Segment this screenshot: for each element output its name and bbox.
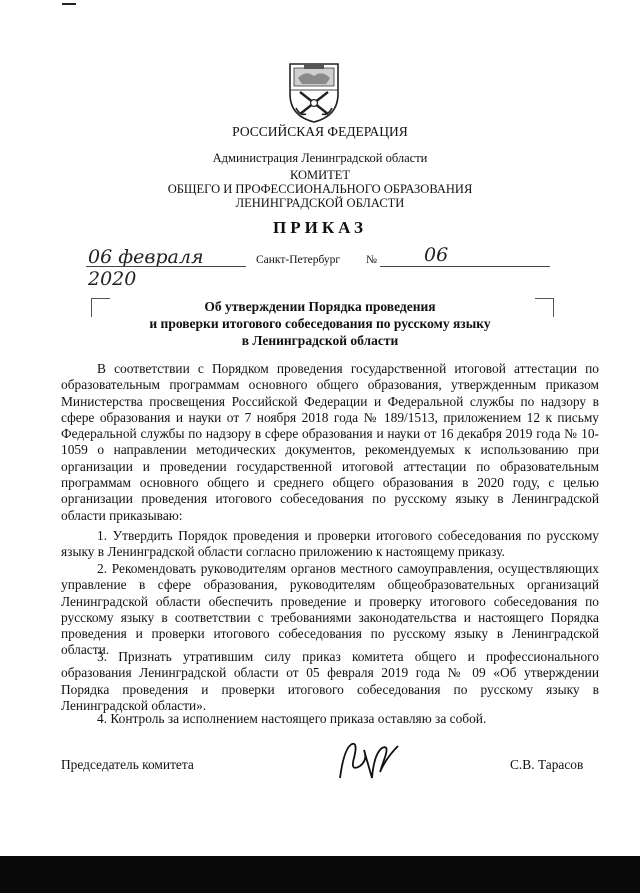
signatory-position: Председатель комитета <box>61 757 194 772</box>
document-number: 06 <box>424 244 449 266</box>
signatory-name: С.В. Тарасов <box>510 757 584 772</box>
coat-of-arms-icon <box>286 58 342 124</box>
scan-border <box>0 856 640 893</box>
order-item-4: 4. Контроль за исполнением настоящего приказа оставляю за собой. <box>97 711 487 726</box>
scan-mark <box>62 3 76 5</box>
subject-line-1: Об утверждении Порядка проведения <box>204 299 436 314</box>
date-underline <box>86 266 246 267</box>
committee-name-line2: ЛЕНИНГРАДСКОЙ ОБЛАСТИ <box>235 196 405 210</box>
preamble-paragraph: В соответствии с Порядком проведения государственной итоговой аттестации по образовательным программам основного общего образования, утвержденным приказом Министерства просвещения Российской Федерации и Федеральной службы по надзору в сфере образования и науки от 7 ноября 2018 года № 189/1513, приложением 12 к письму Федеральной службы по надзору в сфере образования и науки от 16 декабря 2019 года № 10-1059 о направлении методических документов, рекомендуемых к использованию при организации и проведении государственной итоговой аттестации по образовательным программам основного общего и среднего общего образования в 2020 году, с целью организации проведения итогового собеседования по русскому языку в Ленинградской области приказываю: <box>61 361 599 523</box>
administration-name: Администрация Ленинградской области <box>212 151 428 165</box>
committee-name-line1: ОБЩЕГО И ПРОФЕССИОНАЛЬНОГО ОБРАЗОВАНИЯ <box>167 182 473 196</box>
document-type: ПРИКАЗ <box>273 218 367 237</box>
country-name: РОССИЙСКАЯ ФЕДЕРАЦИЯ <box>232 124 408 139</box>
number-underline <box>380 266 550 267</box>
order-item-2: 2. Рекомендовать руководителям органов местного самоуправления, осуществляющих управление в сфере образования, руководителям общеобразовательных организаций Ленинградской области обеспечить проведение и проверку итогового собеседования по русскому языку в соответствии с требованиями законодательства и настоящего Порядка проведения и проверки итогового собеседования по русскому языку в Ленинградской области. <box>61 561 599 658</box>
subject-line-3: в Ленинградской области <box>241 333 399 348</box>
handwritten-signature <box>334 738 404 786</box>
order-item-3: 3. Признать утратившим силу приказ комитета общего и профессионального образования Ленинградской области от 05 февраля 2019 года № 09 «Об утверждении Порядка проведения и проверки итогового собеседования по русскому языку в Ленинградской области». <box>61 649 599 713</box>
document-date: 06 февраля 2020 <box>88 246 204 290</box>
document-city: Санкт-Петербург <box>256 254 341 266</box>
order-item-1: 1. Утвердить Порядок проведения и проверки итогового собеседования по русскому языку в Ленинградской области согласно приложению к настоящему приказу. <box>61 528 599 560</box>
subject-line-2: и проверки итогового собеседования по русскому языку <box>149 316 491 331</box>
committee-title: КОМИТЕТ <box>289 168 351 182</box>
document-subject <box>0 298 640 349</box>
number-label: № <box>366 254 377 266</box>
